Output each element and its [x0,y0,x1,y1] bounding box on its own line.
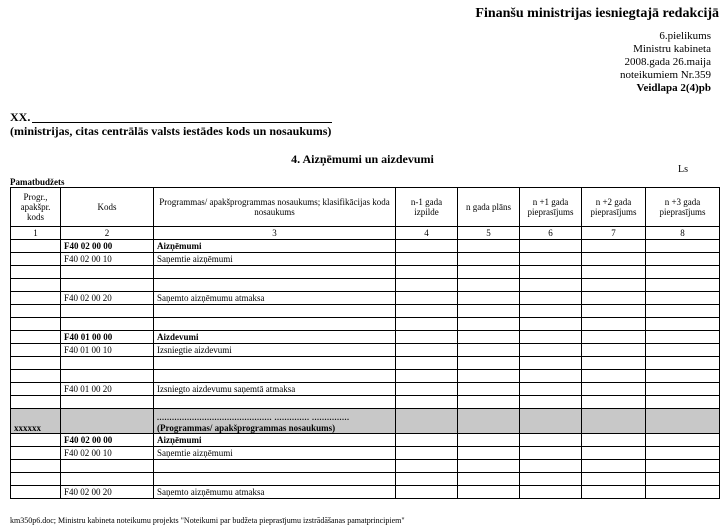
row-amount-cell [582,409,646,434]
row-name: Saņemtie aizņēmumi [154,447,396,460]
row-amount-cell [582,370,646,383]
table-row [11,331,720,344]
cabinet-line: Ministru kabineta [633,43,711,55]
row-amount-cell [646,253,720,266]
table-row [11,240,720,253]
row-amount-cell [396,383,458,396]
row-prog-code [11,447,61,460]
row-amount-cell [520,447,582,460]
loans-table [10,187,720,499]
column-number: 8 [646,227,720,240]
column-number: 7 [582,227,646,240]
column-number: 2 [61,227,154,240]
row-amount-cell [396,292,458,305]
table-row [11,447,720,460]
row-name: Aizņēmumi [154,240,396,253]
annex-number: 6.pielikums [659,30,711,42]
row-name: Saņemto aizņēmumu atmaksa [154,486,396,499]
row-amount-cell [458,279,520,292]
row-name [154,279,396,292]
table-row [11,396,720,409]
table-row [11,292,720,305]
row-amount-cell [520,473,582,486]
row-code [61,266,154,279]
row-amount-cell [458,473,520,486]
row-amount-cell [520,396,582,409]
row-amount-cell [646,292,720,305]
row-amount-cell [458,240,520,253]
table-row [11,318,720,331]
table-row [11,357,720,370]
row-amount-cell [646,279,720,292]
row-code: F40 01 00 10 [61,344,154,357]
row-amount-cell [396,305,458,318]
column-number: 1 [11,227,61,240]
row-code: F40 02 00 20 [61,292,154,305]
row-prog-code [11,434,61,447]
row-amount-cell [458,331,520,344]
row-name [154,396,396,409]
row-code [61,305,154,318]
row-amount-cell [396,318,458,331]
table-row [11,409,720,434]
row-name: Saņemtie aizņēmumi [154,253,396,266]
row-amount-cell [646,460,720,473]
row-amount-cell [582,266,646,279]
row-prog-code [11,240,61,253]
row-amount-cell [396,434,458,447]
table-row [11,279,720,292]
row-name [154,266,396,279]
row-code: F40 02 00 10 [61,253,154,266]
header-name: Programmas/ apakšprogrammas nosaukums; klasifikācijas koda nosaukums [154,188,396,227]
row-amount-cell [396,409,458,434]
row-prog-code [11,318,61,331]
row-amount-cell [582,473,646,486]
row-amount-cell [582,396,646,409]
row-amount-cell [646,318,720,331]
row-prog-code [11,460,61,473]
table-row [11,473,720,486]
column-number: 6 [520,227,582,240]
row-prog-code [11,331,61,344]
row-amount-cell [458,486,520,499]
column-number: 4 [396,227,458,240]
row-amount-cell [646,240,720,253]
row-amount-cell [396,370,458,383]
row-amount-cell [458,305,520,318]
row-prog-code [11,344,61,357]
row-amount-cell [396,486,458,499]
row-code: F40 02 00 00 [61,240,154,253]
table-row [11,370,720,383]
row-prog-code [11,253,61,266]
section-title: 4. Aizņēmumi un aizdevumi [291,152,434,166]
row-amount-cell [646,266,720,279]
row-name: Izsniegtie aizdevumi [154,344,396,357]
row-code [61,460,154,473]
row-amount-cell [520,318,582,331]
row-amount-cell [458,370,520,383]
row-prog-code [11,279,61,292]
row-name: Izsniegto aizdevumu saņemtā atmaksa [154,383,396,396]
row-amount-cell [520,486,582,499]
row-amount-cell [646,357,720,370]
row-prog-code [11,396,61,409]
row-amount-cell [646,434,720,447]
form-code: Veidlapa 2(4)pb [636,82,711,94]
row-amount-cell [520,292,582,305]
header-year-1: n +1 gada pieprasījums [520,188,582,227]
currency-label: Ls [678,164,688,175]
row-amount-cell [458,357,520,370]
row-amount-cell [646,383,720,396]
row-amount-cell [520,253,582,266]
row-code: F40 02 00 20 [61,486,154,499]
row-amount-cell [396,266,458,279]
column-number: 3 [154,227,396,240]
row-amount-cell [582,460,646,473]
program-name-placeholder: (Programmas/ apakšprogrammas nosaukums) [157,423,336,433]
row-amount-cell [520,266,582,279]
table-row [11,383,720,396]
row-amount-cell [396,357,458,370]
row-amount-cell [396,279,458,292]
row-amount-cell [396,240,458,253]
row-amount-cell [520,240,582,253]
row-amount-cell [458,409,520,434]
row-name [154,460,396,473]
row-amount-cell [646,305,720,318]
table-row [11,344,720,357]
row-amount-cell [520,279,582,292]
row-amount-cell [646,370,720,383]
row-amount-cell [396,344,458,357]
row-amount-cell [458,253,520,266]
row-amount-cell [582,447,646,460]
row-amount-cell [582,357,646,370]
placeholder-dots: .............................................. .............. ............... [157,413,350,422]
row-amount-cell [582,240,646,253]
row-code: F40 01 00 00 [61,331,154,344]
row-amount-cell [458,447,520,460]
budget-label: Pamatbudžets [10,177,65,187]
row-name [154,318,396,331]
row-name [154,357,396,370]
row-amount-cell [646,396,720,409]
row-code [61,279,154,292]
table-row [11,305,720,318]
row-name [154,473,396,486]
row-amount-cell [582,292,646,305]
institution-label: (ministrijas, citas centrālās valsts iestādes kods un nosaukums) [10,124,332,138]
row-prog-code [11,383,61,396]
institution-code: XX. [10,110,31,124]
column-number: 5 [458,227,520,240]
row-code [61,370,154,383]
header-year-2: n +2 gada pieprasījums [582,188,646,227]
row-code [61,473,154,486]
institution-underline [32,122,332,123]
row-name [154,305,396,318]
row-code [61,357,154,370]
row-amount-cell [646,344,720,357]
row-amount-cell [396,460,458,473]
row-amount-cell [582,344,646,357]
table-row [11,266,720,279]
header-year-3: n +3 gada pieprasījums [646,188,720,227]
row-prog-code [11,486,61,499]
table-row [11,434,720,447]
date-line: 2008.gada 26.maija [624,56,711,68]
row-prog-code: xxxxxx [11,409,61,434]
row-amount-cell [646,331,720,344]
table-row [11,460,720,473]
row-code: F40 02 00 00 [61,434,154,447]
row-amount-cell [646,473,720,486]
row-prog-code [11,292,61,305]
header-prog-code: Progr., apakšpr. kods [11,188,61,227]
row-name [154,370,396,383]
header-plan: n gada plāns [458,188,520,227]
row-code [61,318,154,331]
row-name: Aizdevumi [154,331,396,344]
row-amount-cell [458,318,520,331]
row-amount-cell [520,305,582,318]
row-amount-cell [582,253,646,266]
table-row [11,253,720,266]
row-amount-cell [646,486,720,499]
row-name [154,409,396,434]
row-amount-cell [458,383,520,396]
header-code: Kods [61,188,154,227]
row-code [61,409,154,434]
redaction-title: Finanšu ministrijas iesniegtajā redakcijā [475,6,719,21]
row-amount-cell [646,447,720,460]
row-amount-cell [520,460,582,473]
row-amount-cell [458,344,520,357]
row-amount-cell [520,383,582,396]
row-name: Saņemto aizņēmumu atmaksa [154,292,396,305]
row-amount-cell [582,318,646,331]
row-amount-cell [520,357,582,370]
row-amount-cell [582,279,646,292]
row-amount-cell [520,409,582,434]
row-amount-cell [458,460,520,473]
row-amount-cell [582,305,646,318]
row-amount-cell [582,331,646,344]
row-amount-cell [458,396,520,409]
row-amount-cell [396,253,458,266]
row-amount-cell [396,396,458,409]
row-code: F40 01 00 20 [61,383,154,396]
row-amount-cell [520,434,582,447]
row-amount-cell [458,434,520,447]
row-amount-cell [396,447,458,460]
regulation-number: noteikumiem Nr.359 [619,69,711,81]
row-amount-cell [396,473,458,486]
row-prog-code [11,357,61,370]
row-amount-cell [646,409,720,434]
row-amount-cell [520,344,582,357]
row-prog-code [11,305,61,318]
row-prog-code [11,266,61,279]
row-amount-cell [582,434,646,447]
header-prev-year: n-1 gada izpilde [396,188,458,227]
footer-note: km350p6.doc; Ministru kabineta noteikumu projekts "Noteikumi par budžeta pieprasījumu izstrādāšanas pamatprincipiem" [10,516,405,525]
row-prog-code [11,370,61,383]
row-prog-code [11,473,61,486]
row-code [61,396,154,409]
row-amount-cell [520,331,582,344]
row-amount-cell [396,331,458,344]
row-code: F40 02 00 10 [61,447,154,460]
table-row [11,486,720,499]
row-name: Aizņēmumi [154,434,396,447]
row-amount-cell [582,486,646,499]
row-amount-cell [458,266,520,279]
row-amount-cell [582,383,646,396]
row-amount-cell [458,292,520,305]
row-amount-cell [520,370,582,383]
